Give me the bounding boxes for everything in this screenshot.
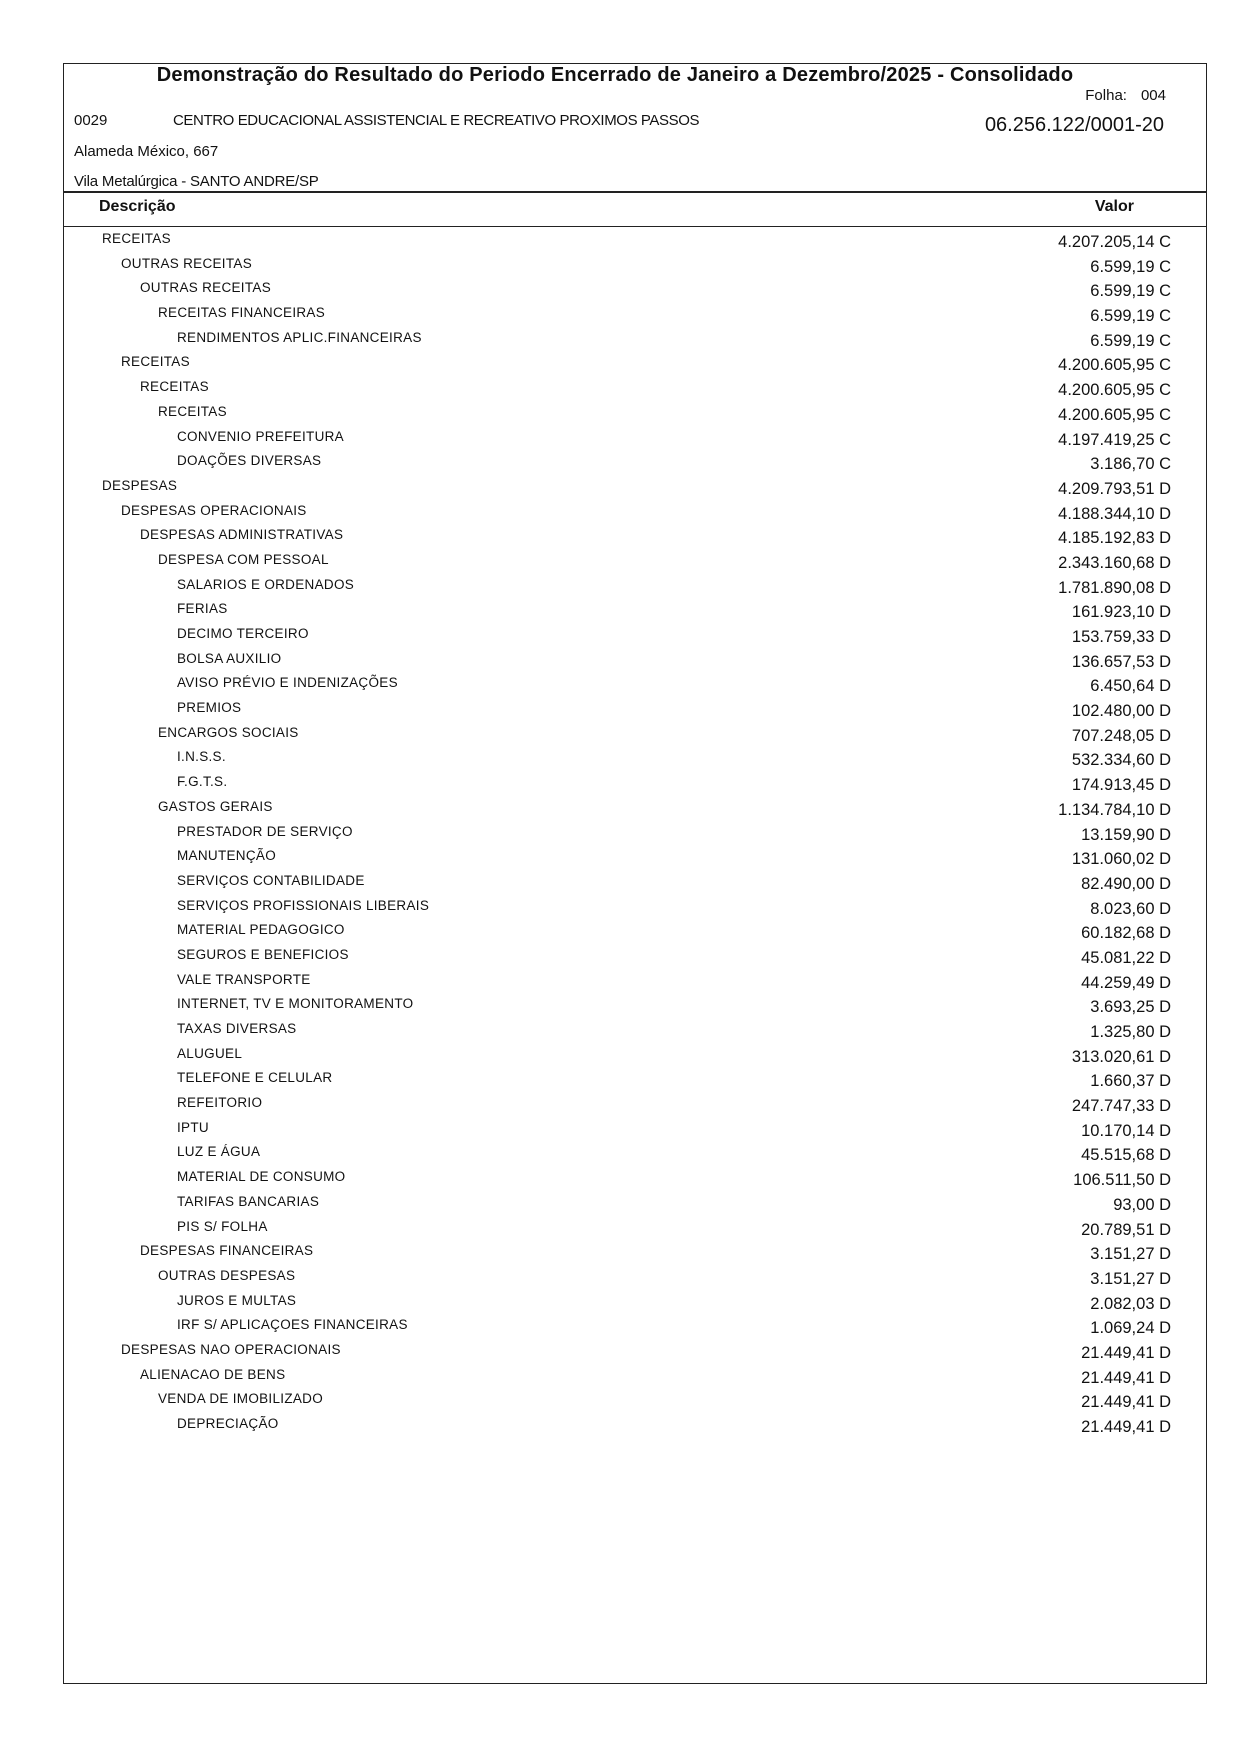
row-description: DECIMO TERCEIRO [177, 626, 309, 641]
row-description: OUTRAS DESPESAS [158, 1267, 296, 1283]
row-description: PIS S/ FOLHA [177, 1218, 268, 1234]
row-value: 10.170,14 D [1081, 1121, 1171, 1140]
row-description: SEGUROS E BENEFICIOS [177, 946, 349, 962]
table-row [64, 1166, 1206, 1191]
folha-number: 004 [1140, 87, 1166, 104]
report-frame [63, 63, 1207, 1684]
row-value: 707.248,05 D [1071, 726, 1171, 745]
row-description: I.N.S.S. [177, 749, 226, 765]
row-description: ALUGUEL [177, 1045, 243, 1061]
table-row [64, 1290, 1206, 1315]
table-row [64, 1339, 1206, 1364]
row-description: DESPESA COM PESSOAL [158, 551, 329, 567]
row-value: 4.200.605,95 C [1058, 381, 1171, 400]
table-row [64, 1141, 1206, 1166]
row-value: 3.186,70 C [1090, 455, 1171, 474]
row-description: SALARIOS E ORDENADOS [177, 576, 355, 592]
row-description: ALIENACAO DE BENS [140, 1366, 286, 1382]
row-value: 106.511,50 D [1073, 1171, 1171, 1190]
row-description: JUROS E MULTAS [177, 1292, 297, 1308]
row-description: TARIFAS BANCARIAS [177, 1193, 320, 1209]
table-row [64, 1388, 1206, 1413]
row-value: 4.185.192,83 D [1058, 529, 1171, 548]
row-description: REFEITORIO [177, 1095, 263, 1111]
row-value: 4.209.793,51 D [1058, 479, 1171, 498]
row-description: OUTRAS RECEITAS [121, 255, 253, 271]
table-row [64, 549, 1206, 574]
table-row [64, 376, 1206, 401]
table-row [64, 796, 1206, 821]
row-value: 4.197.419,25 C [1058, 430, 1171, 449]
row-description: PRESTADOR DE SERVIÇO [177, 823, 353, 839]
row-value: 313.020,61 D [1071, 1047, 1171, 1066]
column-header-divider [64, 226, 1206, 227]
row-value: 6.599,19 C [1090, 282, 1171, 301]
row-description: RECEITAS [102, 231, 171, 246]
row-description: INTERNET, TV E MONITORAMENTO [177, 996, 414, 1012]
table-row [64, 1018, 1206, 1043]
table-row [64, 524, 1206, 549]
company-name: CENTRO EDUCACIONAL ASSISTENCIAL E RECREATIVO PROXIMOS PASSOS [173, 112, 700, 129]
row-value: 6.450,64 D [1090, 677, 1171, 696]
table-row [64, 648, 1206, 673]
table-row [64, 277, 1206, 302]
row-description: PREMIOS [177, 700, 242, 716]
company-code: 0029 [74, 112, 108, 129]
row-description: F.G.T.S. [177, 774, 228, 790]
table-row [64, 895, 1206, 920]
row-value: 532.334,60 D [1071, 751, 1171, 770]
row-value: 20.789,51 D [1081, 1220, 1171, 1239]
row-description: VALE TRANSPORTE [177, 971, 311, 987]
row-value: 1.134.784,10 D [1058, 800, 1171, 819]
table-row [64, 1043, 1206, 1068]
row-description: SERVIÇOS PROFISSIONAIS LIBERAIS [177, 897, 430, 913]
table-row [64, 475, 1206, 500]
table-row [64, 672, 1206, 697]
row-value: 136.657,53 D [1071, 652, 1171, 671]
table-row [64, 771, 1206, 796]
row-value: 6.599,19 C [1090, 257, 1171, 276]
table-row [64, 1265, 1206, 1290]
row-value: 1.781.890,08 D [1058, 578, 1171, 597]
table-row [64, 944, 1206, 969]
row-value: 1.325,80 D [1090, 1023, 1171, 1041]
row-description: TAXAS DIVERSAS [177, 1021, 297, 1036]
table-row [64, 228, 1206, 253]
row-description: DOAÇÕES DIVERSAS [177, 453, 322, 469]
row-value: 44.259,49 D [1081, 973, 1171, 992]
column-header-description: Descrição [99, 198, 176, 215]
row-value: 1.660,37 D [1090, 1072, 1171, 1091]
row-description: FERIAS [177, 601, 228, 617]
row-value: 102.480,00 D [1071, 702, 1171, 721]
row-description: DESPESAS NAO OPERACIONAIS [121, 1341, 341, 1357]
table-row [64, 1067, 1206, 1092]
table-row [64, 1216, 1206, 1241]
table-row [64, 327, 1206, 352]
row-value: 1.069,24 D [1090, 1319, 1171, 1338]
row-value: 45.081,22 D [1081, 948, 1171, 967]
row-description: DESPESAS FINANCEIRAS [140, 1243, 314, 1259]
row-description: DESPESAS OPERACIONAIS [121, 502, 307, 518]
row-value: 161.923,10 D [1071, 603, 1171, 622]
row-value: 4.207.205,14 C [1058, 233, 1171, 251]
table-row [64, 722, 1206, 747]
page-indicator [1085, 87, 1166, 104]
row-value: 6.599,19 C [1090, 307, 1171, 326]
row-value: 131.060,02 D [1071, 850, 1171, 869]
row-description: IRF S/ APLICAÇOES FINANCEIRAS [177, 1317, 408, 1333]
row-description: SERVIÇOS CONTABILIDADE [177, 872, 365, 888]
table-row [64, 450, 1206, 475]
row-value: 13.159,90 D [1081, 825, 1171, 844]
row-description: VENDA DE IMOBILIZADO [158, 1391, 324, 1407]
column-header-value: Valor [1094, 198, 1134, 215]
row-description: GASTOS GERAIS [158, 798, 273, 814]
row-value: 3.151,27 D [1090, 1269, 1171, 1288]
address-line-1: Alameda México, 667 [74, 143, 219, 160]
table-row [64, 1191, 1206, 1216]
table-row [64, 919, 1206, 944]
row-value: 21.449,41 D [1081, 1343, 1171, 1362]
table-row [64, 1117, 1206, 1142]
table-row [64, 1240, 1206, 1265]
row-description: MATERIAL PEDAGOGICO [177, 922, 345, 938]
row-description: TELEFONE E CELULAR [177, 1070, 333, 1086]
row-description: MANUTENÇÃO [177, 848, 277, 864]
statement-rows [64, 228, 1206, 1438]
address-line-2: Vila Metalúrgica - SANTO ANDRE/SP [74, 173, 319, 190]
row-description: RECEITAS [158, 403, 227, 419]
table-row [64, 993, 1206, 1018]
row-description: DEPRECIAÇÃO [177, 1416, 279, 1431]
row-description: LUZ E ÁGUA [177, 1144, 261, 1160]
row-description: RENDIMENTOS APLIC.FINANCEIRAS [177, 329, 422, 345]
table-row [64, 969, 1206, 994]
table-row [64, 623, 1206, 648]
table-row [64, 426, 1206, 451]
row-value: 4.188.344,10 D [1058, 504, 1171, 523]
row-description: MATERIAL DE CONSUMO [177, 1169, 346, 1185]
row-value: 4.200.605,95 C [1058, 356, 1171, 375]
row-value: 8.023,60 D [1090, 899, 1171, 918]
row-value: 3.151,27 D [1090, 1245, 1171, 1264]
row-description: IPTU [177, 1119, 209, 1135]
row-value: 2.343.160,68 D [1058, 553, 1171, 572]
table-row [64, 302, 1206, 327]
row-value: 21.449,41 D [1081, 1418, 1171, 1436]
table-row [64, 1413, 1206, 1438]
row-value: 3.693,25 D [1090, 998, 1171, 1017]
table-row [64, 697, 1206, 722]
row-value: 21.449,41 D [1081, 1393, 1171, 1412]
row-value: 45.515,68 D [1081, 1146, 1171, 1165]
table-row [64, 1314, 1206, 1339]
row-description: ENCARGOS SOCIAIS [158, 724, 299, 740]
row-description: RECEITAS FINANCEIRAS [158, 305, 326, 321]
header-divider [64, 191, 1206, 193]
row-value: 93,00 D [1113, 1195, 1171, 1214]
row-description: RECEITAS [140, 379, 209, 395]
row-description: RECEITAS [121, 354, 190, 370]
row-value: 153.759,33 D [1071, 628, 1171, 646]
table-row [64, 870, 1206, 895]
table-row [64, 746, 1206, 771]
row-value: 21.449,41 D [1081, 1368, 1171, 1387]
table-row [64, 351, 1206, 376]
row-value: 82.490,00 D [1081, 874, 1171, 893]
table-row [64, 821, 1206, 846]
row-value: 6.599,19 C [1090, 331, 1171, 350]
row-description: DESPESAS ADMINISTRATIVAS [140, 527, 344, 543]
row-value: 247.747,33 D [1071, 1097, 1171, 1116]
company-cnpj: 06.256.122/0001-20 [984, 114, 1164, 136]
row-description: DESPESAS [102, 477, 178, 493]
table-row [64, 598, 1206, 623]
row-value: 4.200.605,95 C [1058, 405, 1171, 424]
table-row [64, 845, 1206, 870]
row-description: CONVENIO PREFEITURA [177, 428, 344, 444]
table-row [64, 1364, 1206, 1389]
row-value: 174.913,45 D [1071, 776, 1171, 795]
report-title: Demonstração do Resultado do Periodo Encerrado de Janeiro a Dezembro/2025 - Consolidado [156, 64, 1074, 86]
table-row [64, 401, 1206, 426]
table-row [64, 253, 1206, 278]
table-row [64, 500, 1206, 525]
folha-label: Folha: [1085, 87, 1127, 104]
row-value: 2.082,03 D [1090, 1294, 1171, 1313]
table-row [64, 1092, 1206, 1117]
row-description: BOLSA AUXILIO [177, 650, 282, 666]
row-value: 60.182,68 D [1081, 924, 1171, 943]
table-row [64, 574, 1206, 599]
row-description: AVISO PRÉVIO E INDENIZAÇÕES [177, 675, 398, 691]
row-description: OUTRAS RECEITAS [140, 280, 272, 296]
